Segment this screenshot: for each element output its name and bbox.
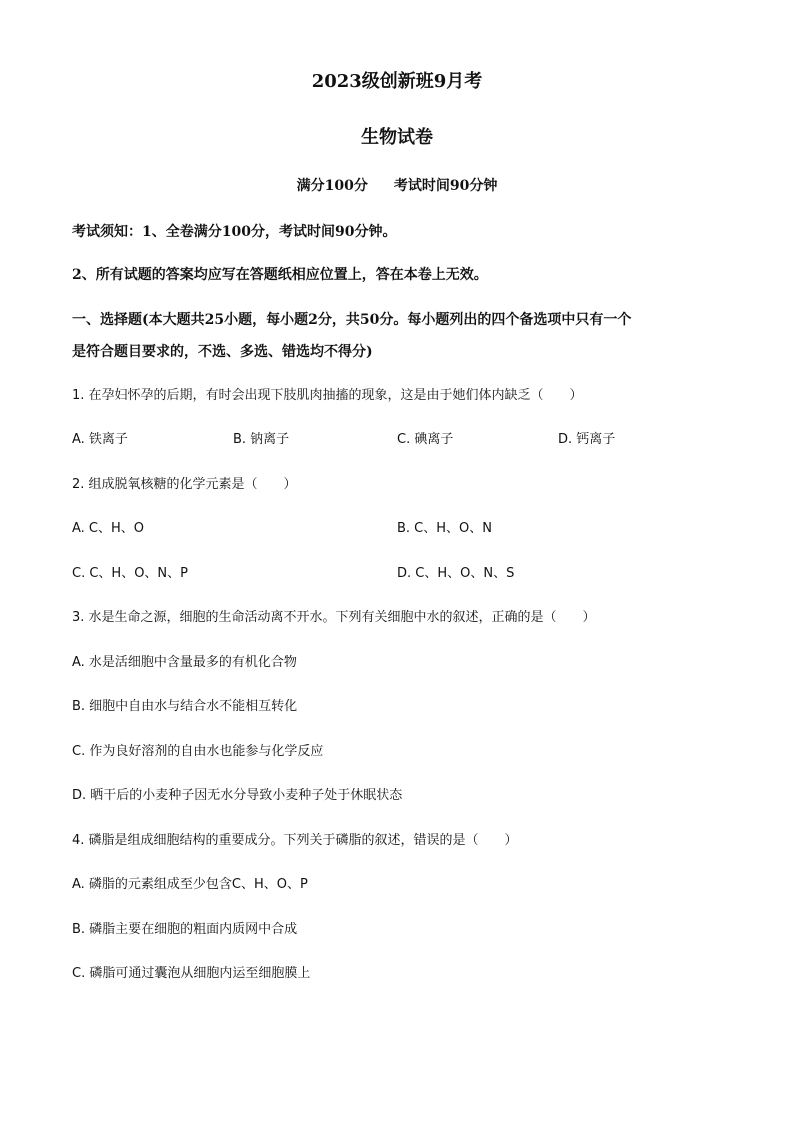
question-2-stem: 2. 组成脱氧核糖的化学元素是（ ）: [72, 477, 297, 492]
question-4-option-b: B. 磷脂主要在细胞的粗面内质网中合成: [72, 922, 298, 937]
option-b: B. C、H、O、N: [397, 521, 492, 536]
question-2-options-row-2: [72, 564, 672, 584]
option-a: A. C、H、O: [72, 521, 145, 536]
question-3-option-b: B. 细胞中自由水与结合水不能相互转化: [72, 699, 298, 714]
option-c: C. 碘离子: [397, 432, 454, 447]
option-a: A. 铁离子: [72, 432, 128, 447]
question-3-option-a: A. 水是活细胞中含量最多的有机化合物: [72, 655, 297, 670]
question-1-stem: 1. 在孕妇怀孕的后期，有时会出现下肢肌肉抽搐的现象，这是由于她们体内缺乏（ ）: [72, 388, 583, 403]
question-3-option-c: C. 作为良好溶剂的自由水也能参与化学反应: [72, 744, 324, 759]
notice-line-1: 考试须知：1、全卷满分100分，考试时间90分钟。: [72, 224, 397, 240]
question-1-options: [72, 430, 672, 450]
time-info: 考试时间90分钟: [393, 178, 498, 194]
option-d: D. C、H、O、N、S: [397, 566, 515, 581]
question-3-option-d: D. 晒干后的小麦种子因无水分导致小麦种子处于休眠状态: [72, 788, 403, 803]
notice-line-2: 2、所有试题的答案均应写在答题纸相应位置上，答在本卷上无效。: [72, 267, 488, 283]
exam-info: [0, 176, 794, 196]
option-b: B. 钠离子: [233, 432, 290, 447]
section-heading-line-1: 一、选择题(本大题共25小题，每小题2分，共50分。每小题列出的四个备选项中只有一个: [72, 312, 632, 328]
question-3-stem: 3. 水是生命之源，细胞的生命活动离不开水。下列有关细胞中水的叙述，正确的是（ ）: [72, 610, 596, 625]
question-2-options-row-1: [72, 519, 672, 539]
option-c: C. C、H、O、N、P: [72, 566, 188, 581]
exam-title: 2023级创新班9月考: [311, 71, 483, 92]
option-d: D. 钙离子: [558, 432, 616, 447]
question-4-option-a: A. 磷脂的元素组成至少包含C、H、O、P: [72, 877, 308, 892]
question-4-stem: 4. 磷脂是组成细胞结构的重要成分。下列关于磷脂的叙述，错误的是（ ）: [72, 833, 518, 848]
question-4-option-c: C. 磷脂可通过囊泡从细胞内运至细胞膜上: [72, 966, 311, 981]
section-heading-line-2: 是符合题目要求的，不选、多选、错选均不得分): [72, 344, 373, 360]
score-info: 满分100分: [296, 178, 368, 194]
exam-subject: 生物试卷: [361, 127, 433, 148]
